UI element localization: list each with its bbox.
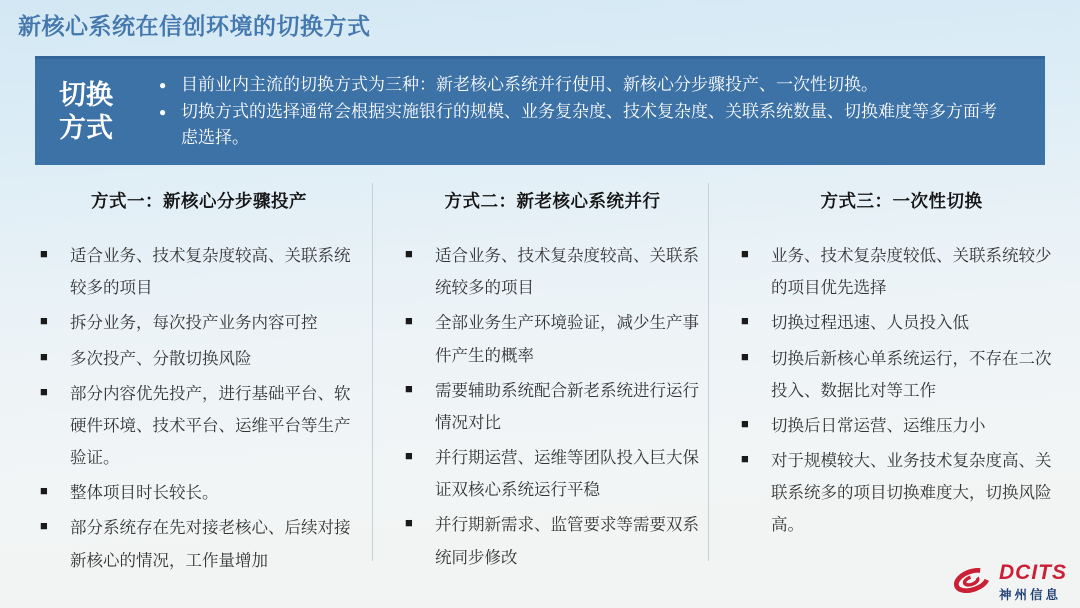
list-item [405, 442, 700, 506]
list-item [741, 343, 1062, 407]
list-item [40, 512, 358, 576]
banner-bullet-text: 切换方式的选择通常会根据实施银行的规模、业务复杂度、技术复杂度、关联系统数量、切换难度等多方面考虑选择。 [181, 101, 997, 148]
list-item [405, 307, 700, 371]
list-item [741, 410, 1062, 442]
column-item-list [40, 240, 358, 577]
list-item [40, 307, 358, 339]
list-item-text: 并行期运营、运维等团队投入巨大保证双核心系统运行平稳 [435, 449, 699, 500]
square-bullet-icon: ■ [405, 246, 413, 261]
banner-label [35, 79, 159, 145]
list-item [741, 445, 1062, 542]
column-item-list [405, 240, 700, 574]
list-item-text: 多次投产、分散切换风险 [70, 349, 252, 368]
list-item [405, 375, 700, 439]
banner-label-line2: 方式 [59, 113, 113, 143]
list-item-text: 适合业务、技术复杂度较高、关联系统较多的项目 [70, 247, 351, 298]
list-item-text: 并行期新需求、监管要求等需要双系统同步修改 [435, 516, 699, 567]
list-item [40, 477, 358, 509]
list-item [40, 378, 358, 475]
square-bullet-icon: ■ [741, 313, 749, 329]
list-item-text: 整体项目时长较长。 [70, 484, 219, 503]
list-item-text: 切换后新核心单系统运行，不存在二次投入、数据比对等工作 [771, 349, 1052, 400]
list-item-text: 需要辅助系统配合新老系统进行运行情况对比 [435, 381, 699, 432]
column-item-list [741, 240, 1062, 542]
circle-bullet-icon: ● [159, 104, 167, 119]
list-item-text: 对于规模较大、业务技术复杂度高、关联系统多的项目切换难度大，切换风险高。 [771, 452, 1052, 535]
square-bullet-icon: ■ [40, 246, 48, 261]
method-columns [40, 183, 1062, 570]
square-bullet-icon: ■ [405, 448, 413, 464]
square-bullet-icon: ■ [40, 518, 48, 534]
square-bullet-icon: ■ [405, 380, 413, 396]
banner-bullet [159, 99, 1011, 152]
square-bullet-icon: ■ [40, 483, 48, 499]
banner-bullet [159, 72, 1011, 98]
square-bullet-icon: ■ [741, 415, 749, 431]
dcits-logo [951, 562, 1067, 603]
column-method-2 [373, 183, 709, 567]
column-title: 方式三：一次性切换 [820, 191, 983, 211]
page-title: 新核心系统在信创环境的切换方式 [18, 13, 371, 39]
circle-bullet-icon: ● [159, 78, 167, 93]
list-item [405, 509, 700, 573]
list-item-text: 部分系统存在先对接老核心、后续对接新核心的情况，工作量增加 [70, 519, 351, 570]
banner-bullet-list [159, 72, 1045, 151]
list-item [741, 307, 1062, 339]
square-bullet-icon: ■ [40, 383, 48, 399]
square-bullet-icon: ■ [741, 348, 749, 364]
square-bullet-icon: ■ [40, 348, 48, 364]
list-item [405, 240, 700, 304]
list-item-text: 拆分业务，每次投产业务内容可控 [70, 314, 318, 333]
dcits-swirl-icon [951, 565, 993, 601]
logo-text [999, 562, 1067, 603]
banner-bullet-text: 目前业内主流的切换方式为三种：新老核心系统并行使用、新核心分步骤投产、一次性切换。 [181, 75, 878, 95]
list-item [40, 343, 358, 375]
logo-company: 神州信息 [999, 588, 1062, 602]
list-item [741, 240, 1062, 304]
column-method-3 [709, 183, 1062, 561]
column-method-1 [40, 183, 373, 570]
square-bullet-icon: ■ [405, 313, 413, 329]
list-item [40, 240, 358, 304]
list-item-text: 全部业务生产环境验证，减少生产事件产生的概率 [435, 314, 699, 365]
banner-label-line1: 切换 [59, 80, 113, 111]
list-item-text: 切换后日常运营、运维压力小 [771, 416, 986, 435]
list-item-text: 业务、技术复杂度较低、关联系统较少的项目优先选择 [771, 247, 1052, 298]
square-bullet-icon: ■ [405, 515, 413, 531]
square-bullet-icon: ■ [741, 451, 749, 467]
square-bullet-icon: ■ [40, 313, 48, 329]
square-bullet-icon: ■ [741, 246, 749, 261]
list-item-text: 部分内容优先投产，进行基础平台、软硬件环境、技术平台、运维平台等生产验证。 [70, 384, 351, 468]
column-title: 方式一：新核心分步骤投产 [91, 191, 307, 211]
list-item-text: 适合业务、技术复杂度较高、关联系统较多的项目 [435, 247, 699, 298]
column-title: 方式二：新老核心系统并行 [444, 191, 661, 211]
list-item-text: 切换过程迅速、人员投入低 [771, 314, 969, 333]
logo-brand: DCITS [999, 561, 1067, 584]
switch-method-banner [35, 56, 1045, 165]
